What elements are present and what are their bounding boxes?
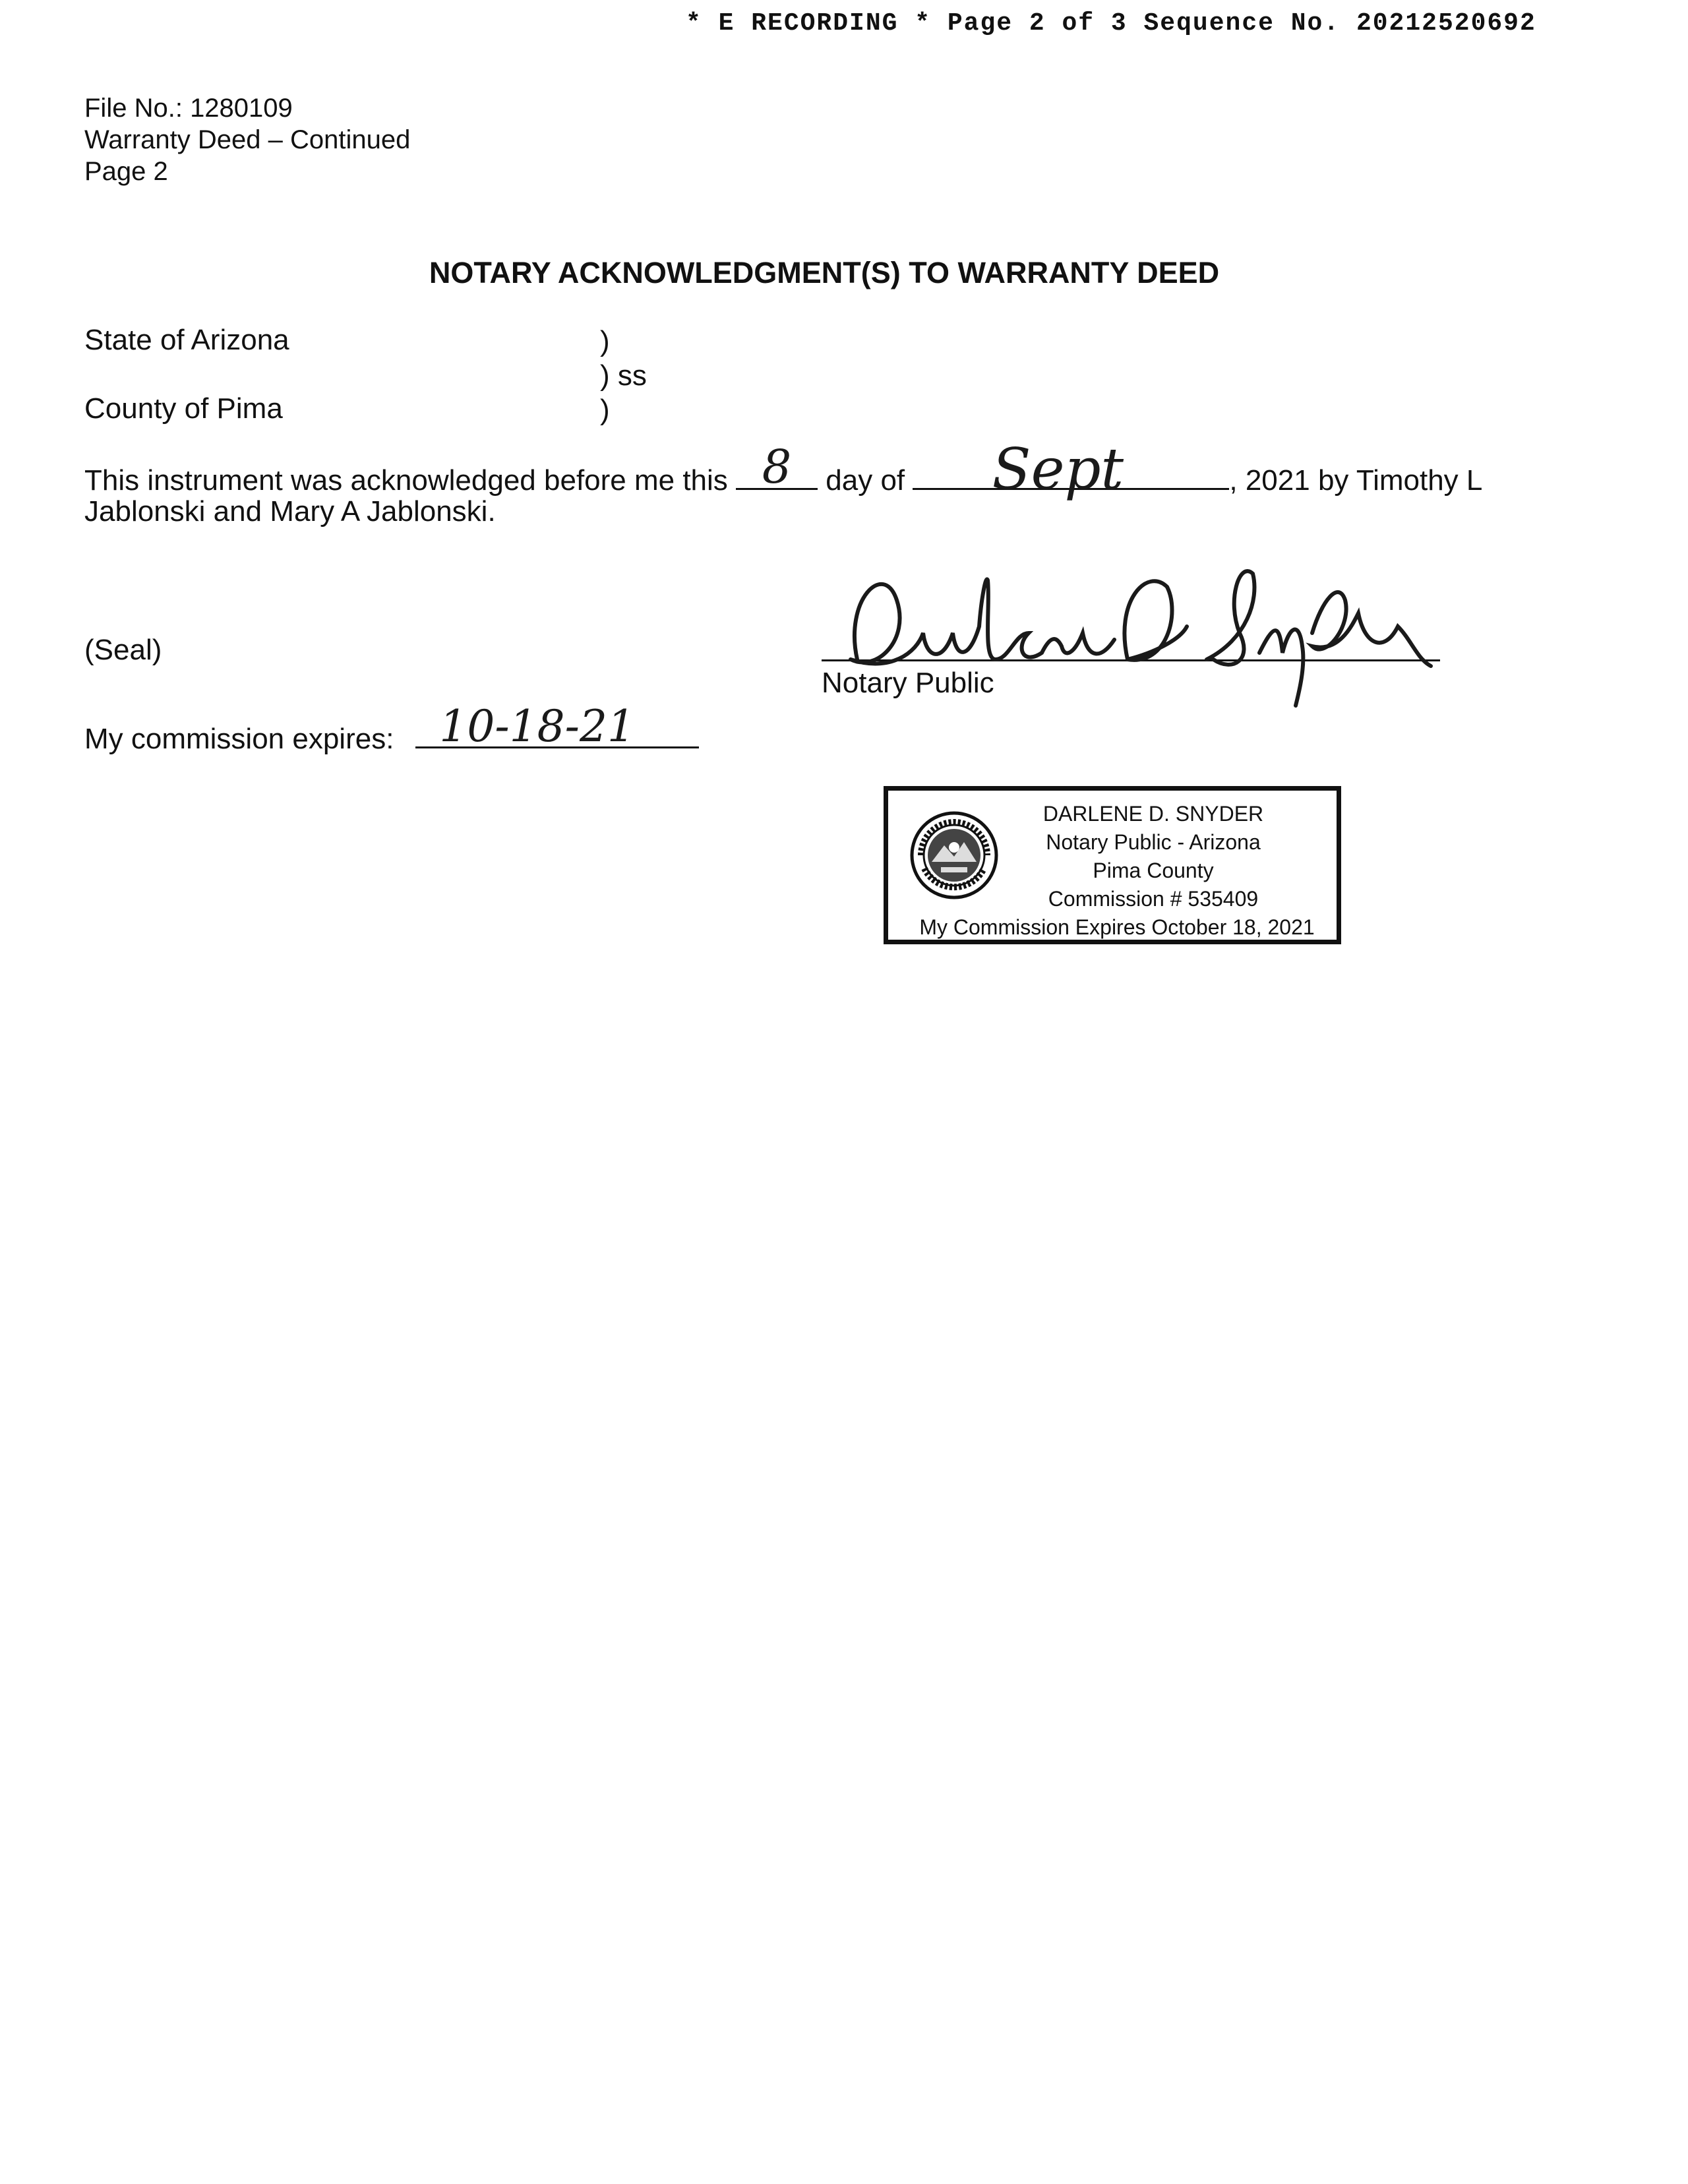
ack-text-year-names: , 2021 by Timothy L xyxy=(1229,464,1483,497)
file-info-block xyxy=(84,92,410,187)
commission-expires-line xyxy=(84,701,699,756)
stamp-expiration: My Commission Expires October 18, 2021 xyxy=(919,915,1315,939)
commission-date-blank xyxy=(415,701,699,752)
notary-stamp xyxy=(884,786,1341,944)
acknowledgment-line-2: Jablonski and Mary A Jablonski. xyxy=(84,495,496,528)
page-number: Page 2 xyxy=(84,157,168,186)
stamp-text-block xyxy=(888,800,1346,942)
handwritten-day: 8 xyxy=(762,440,792,494)
seal-label: (Seal) xyxy=(84,634,162,666)
stamp-notary-name: DARLENE D. SNYDER xyxy=(1042,802,1264,826)
deed-continued-line: Warranty Deed – Continued xyxy=(84,125,411,154)
ack-text-day-of: day of xyxy=(826,464,905,497)
file-number-label: File No.: xyxy=(84,94,183,123)
stamp-commission-number: Commission # 535409 xyxy=(1048,887,1259,911)
stamp-county: Pima County xyxy=(1093,859,1214,882)
stamp-notary-title: Notary Public - Arizona xyxy=(1046,830,1261,854)
handwritten-commission-date: 10-18-21 xyxy=(439,701,635,752)
page-title: NOTARY ACKNOWLEDGMENT(S) TO WARRANTY DEED xyxy=(429,256,1220,289)
acknowledgment-line-1 xyxy=(84,437,1483,502)
file-number-line xyxy=(84,92,410,124)
recording-header: * E RECORDING * Page 2 of 3 Sequence No. 20212520692 xyxy=(686,9,1536,38)
notary-public-label: Notary Public xyxy=(822,667,994,699)
venue-bracket-ss: ) ss xyxy=(600,359,647,392)
venue-state: State of Arizona xyxy=(84,324,289,356)
file-number: 1280109 xyxy=(190,94,293,123)
venue-county: County of Pima xyxy=(84,392,283,425)
day-blank xyxy=(736,440,818,494)
ack-text-before-day: This instrument was acknowledged before me this xyxy=(84,464,728,497)
venue-bracket-bottom: ) xyxy=(600,394,610,426)
signature-name: Darlene D Snyder xyxy=(1134,692,1139,693)
handwritten-month: Sept xyxy=(992,437,1124,502)
month-blank xyxy=(913,437,1229,502)
venue-bracket-top: ) xyxy=(600,325,610,357)
commission-expires-label: My commission expires: xyxy=(84,723,394,755)
